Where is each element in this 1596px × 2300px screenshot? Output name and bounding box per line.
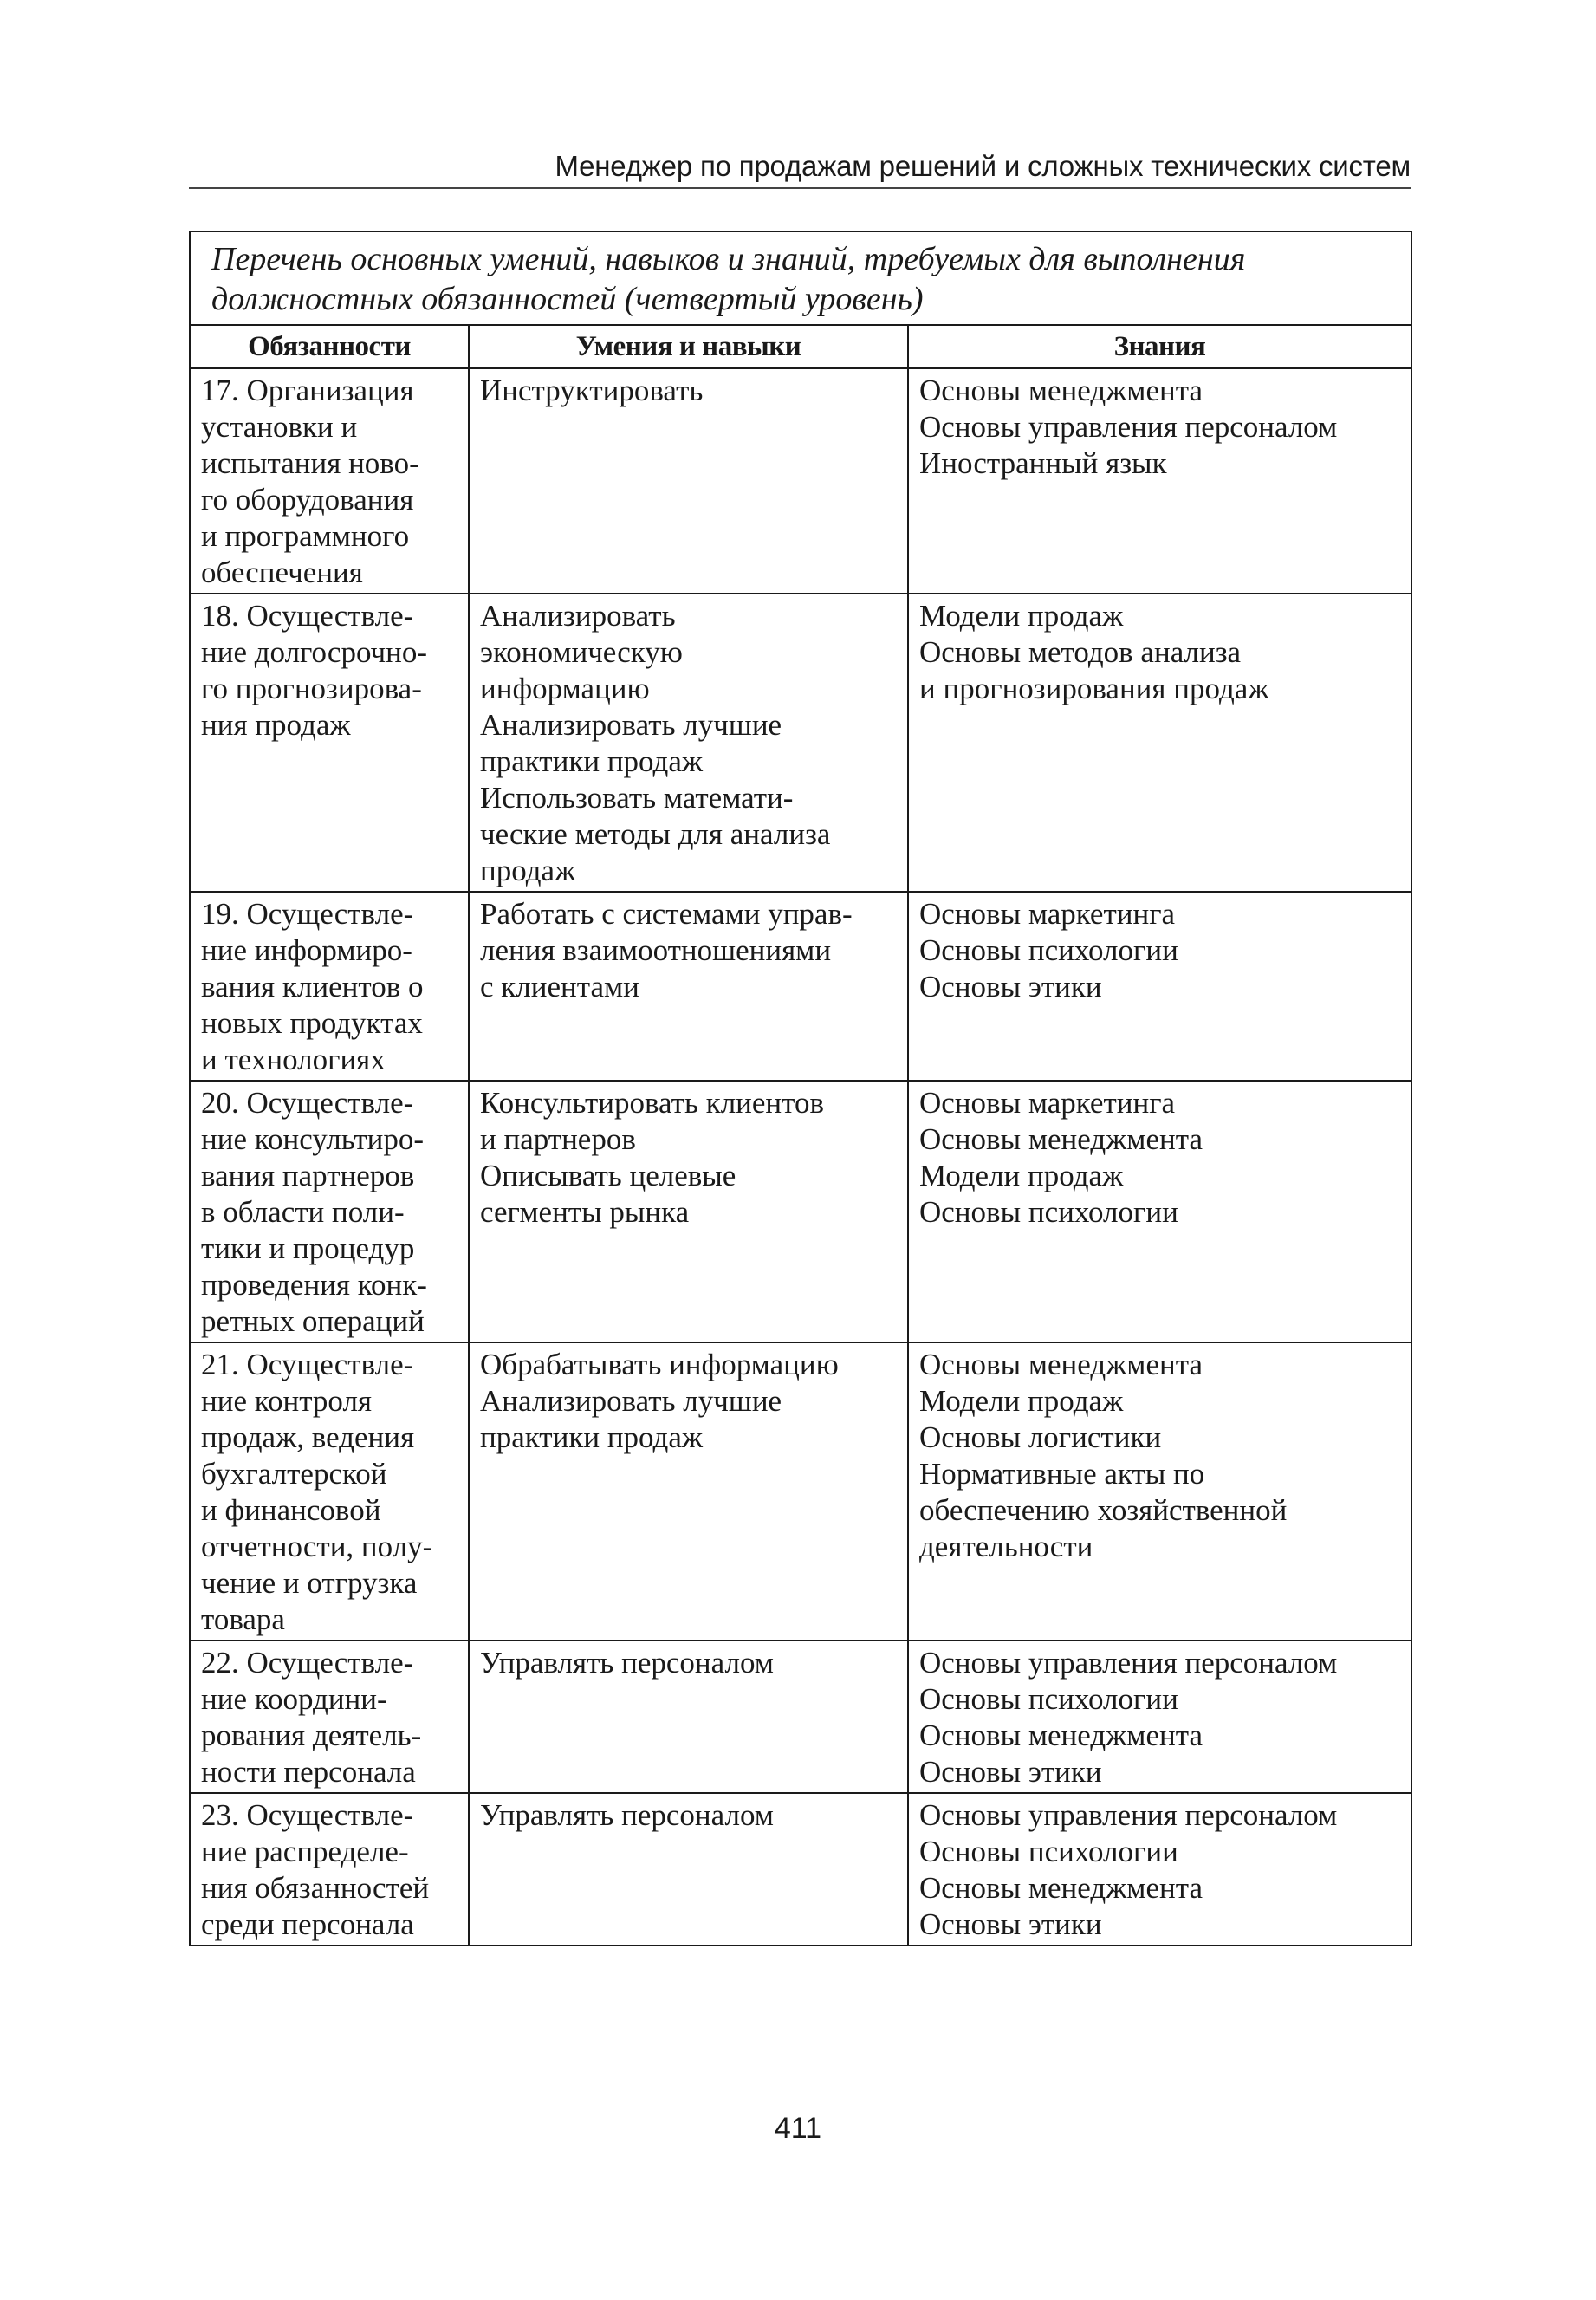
duty-cell — [190, 1793, 469, 1946]
knowledge-cell — [908, 892, 1411, 1081]
cell-text-line: Основы маркетинга — [919, 1086, 1176, 1120]
cell-text-line: Модели продаж — [919, 1159, 1124, 1192]
knowledge-cell — [908, 1641, 1411, 1793]
table-caption-row — [190, 231, 1411, 325]
cell-text-line: среди персонала — [201, 1907, 414, 1941]
cell-text-line: в области поли- — [201, 1195, 405, 1229]
table-row — [190, 1641, 1411, 1793]
table-caption: Перечень основных умений, навыков и знаний, требуемых для выполнения должностных обязанностей (четвертый уровень) — [190, 231, 1411, 325]
column-header-knowledge: Знания — [908, 325, 1411, 368]
cell-text-line: Основы менеджмента — [919, 1871, 1203, 1905]
competency-table — [189, 231, 1412, 1946]
duty-cell — [190, 368, 469, 594]
knowledge-cell — [908, 368, 1411, 594]
skills-cell — [469, 1081, 908, 1342]
cell-text-line: Основы управления персоналом — [919, 1798, 1338, 1832]
cell-text-line: ления взаимоотношениями — [480, 933, 832, 967]
cell-text-line: с клиентами — [480, 970, 639, 1004]
cell-text-line: 21. Осуществле- — [201, 1348, 414, 1381]
knowledge-cell — [908, 1793, 1411, 1946]
cell-text-line: продаж, ведения — [201, 1420, 415, 1454]
cell-text-line: Основы психологии — [919, 1682, 1178, 1716]
cell-text-line: Основы психологии — [919, 933, 1178, 967]
cell-text-line: Основы маркетинга — [919, 897, 1176, 931]
cell-text-line: практики продаж — [480, 744, 704, 778]
cell-text-line: ние долгосрочно- — [201, 635, 428, 669]
cell-text-line: 20. Осуществле- — [201, 1086, 414, 1120]
cell-text-line: Иностранный язык — [919, 446, 1167, 480]
cell-text-line: деятельности — [919, 1530, 1093, 1563]
cell-text-line: обеспечению хозяйственной — [919, 1493, 1288, 1527]
table-header-row — [190, 325, 1411, 368]
table-body — [190, 368, 1411, 1946]
cell-text-line: Анализировать лучшие — [480, 708, 782, 742]
skills-cell — [469, 892, 908, 1081]
cell-text-line: го прогнозирова- — [201, 672, 422, 705]
cell-text-line: Основы логистики — [919, 1420, 1162, 1454]
column-header-duties: Обязанности — [190, 325, 469, 368]
cell-text-line: Использовать математи- — [480, 781, 794, 815]
duty-cell — [190, 892, 469, 1081]
cell-text-line: Инструктировать — [480, 374, 704, 407]
cell-text-line: ния продаж — [201, 708, 351, 742]
cell-text-line: Управлять персоналом — [480, 1646, 774, 1680]
table-row — [190, 594, 1411, 892]
cell-text-line: товара — [201, 1602, 285, 1636]
cell-text-line: Модели продаж — [919, 599, 1124, 633]
cell-text-line: Работать с системами управ- — [480, 897, 853, 931]
cell-text-line: ние консультиро- — [201, 1122, 425, 1156]
cell-text-line: Основы менеджмента — [919, 1122, 1203, 1156]
knowledge-cell — [908, 594, 1411, 892]
table-row — [190, 1342, 1411, 1641]
table-row — [190, 1793, 1411, 1946]
cell-text-line: вания клиентов о — [201, 970, 424, 1004]
skills-cell — [469, 368, 908, 594]
duty-cell — [190, 594, 469, 892]
cell-text-line: установки и — [201, 410, 358, 444]
cell-text-line: тики и процедур — [201, 1231, 415, 1265]
cell-text-line: ности персонала — [201, 1755, 416, 1789]
cell-text-line: Анализировать лучшие — [480, 1384, 782, 1418]
cell-text-line: Управлять персоналом — [480, 1798, 774, 1832]
cell-text-line: проведения конк- — [201, 1268, 427, 1302]
cell-text-line: Основы управления персоналом — [919, 1646, 1338, 1680]
cell-text-line: Основы менеджмента — [919, 1348, 1203, 1381]
cell-text-line: ние контроля — [201, 1384, 373, 1418]
cell-text-line: ния обязанностей — [201, 1871, 430, 1905]
cell-text-line: Основы этики — [919, 1907, 1102, 1941]
cell-text-line: го оборудования — [201, 483, 414, 517]
cell-text-line: ние распределе- — [201, 1835, 409, 1868]
cell-text-line: ретных операций — [201, 1304, 425, 1338]
cell-text-line: отчетности, полу- — [201, 1530, 433, 1563]
cell-text-line: Основы методов анализа — [919, 635, 1242, 669]
cell-text-line: Основы менеджмента — [919, 374, 1203, 407]
cell-text-line: и прогнозирования продаж — [919, 672, 1269, 705]
cell-text-line: рования деятель- — [201, 1719, 422, 1752]
cell-text-line: Анализировать — [480, 599, 676, 633]
cell-text-line: испытания ново- — [201, 446, 419, 480]
cell-text-line: сегменты рынка — [480, 1195, 690, 1229]
cell-text-line: 18. Осуществле- — [201, 599, 414, 633]
cell-text-line: обеспечения — [201, 556, 363, 589]
cell-text-line: 17. Организация — [201, 374, 414, 407]
cell-text-line: информацию — [480, 672, 650, 705]
cell-text-line: Основы этики — [919, 970, 1102, 1004]
cell-text-line: Консультировать клиентов — [480, 1086, 825, 1120]
cell-text-line: практики продаж — [480, 1420, 704, 1454]
knowledge-cell — [908, 1342, 1411, 1641]
cell-text-line: вания партнеров — [201, 1159, 415, 1192]
duty-cell — [190, 1081, 469, 1342]
cell-text-line: ние информиро- — [201, 933, 412, 967]
skills-cell — [469, 594, 908, 892]
skills-cell — [469, 1641, 908, 1793]
cell-text-line: Нормативные акты по — [919, 1457, 1205, 1491]
table-row — [190, 1081, 1411, 1342]
cell-text-line: чение и отгрузка — [201, 1566, 418, 1600]
cell-text-line: 22. Осуществле- — [201, 1646, 414, 1680]
duty-cell — [190, 1342, 469, 1641]
cell-text-line: Основы управления персоналом — [919, 410, 1338, 444]
header-rule — [189, 187, 1411, 189]
cell-text-line: Основы психологии — [919, 1835, 1178, 1868]
running-title: Менеджер по продажам решений и сложных технических систем — [555, 150, 1411, 182]
column-header-skills: Умения и навыки — [469, 325, 908, 368]
cell-text-line: Модели продаж — [919, 1384, 1124, 1418]
cell-text-line: бухгалтерской — [201, 1457, 387, 1491]
page-number: 411 — [774, 2112, 822, 2145]
table-row — [190, 892, 1411, 1081]
table-row — [190, 368, 1411, 594]
cell-text-line: и программного — [201, 519, 410, 553]
cell-text-line: и технологиях — [201, 1043, 386, 1076]
skills-cell — [469, 1793, 908, 1946]
knowledge-cell — [908, 1081, 1411, 1342]
duty-cell — [190, 1641, 469, 1793]
cell-text-line: 19. Осуществле- — [201, 897, 414, 931]
cell-text-line: ческие методы для анализа — [480, 817, 831, 851]
skills-cell — [469, 1342, 908, 1641]
cell-text-line: экономическую — [480, 635, 683, 669]
competency-table-wrapper — [189, 231, 1411, 1946]
cell-text-line: ние координи- — [201, 1682, 387, 1716]
cell-text-line: Описывать целевые — [480, 1159, 736, 1192]
cell-text-line: Обрабатывать информацию — [480, 1348, 839, 1381]
cell-text-line: и партнеров — [480, 1122, 636, 1156]
cell-text-line: Основы психологии — [919, 1195, 1178, 1229]
cell-text-line: и финансовой — [201, 1493, 381, 1527]
cell-text-line: Основы менеджмента — [919, 1719, 1203, 1752]
cell-text-line: Основы этики — [919, 1755, 1102, 1789]
cell-text-line: 23. Осуществле- — [201, 1798, 414, 1832]
cell-text-line: продаж — [480, 854, 576, 887]
cell-text-line: новых продуктах — [201, 1006, 423, 1040]
